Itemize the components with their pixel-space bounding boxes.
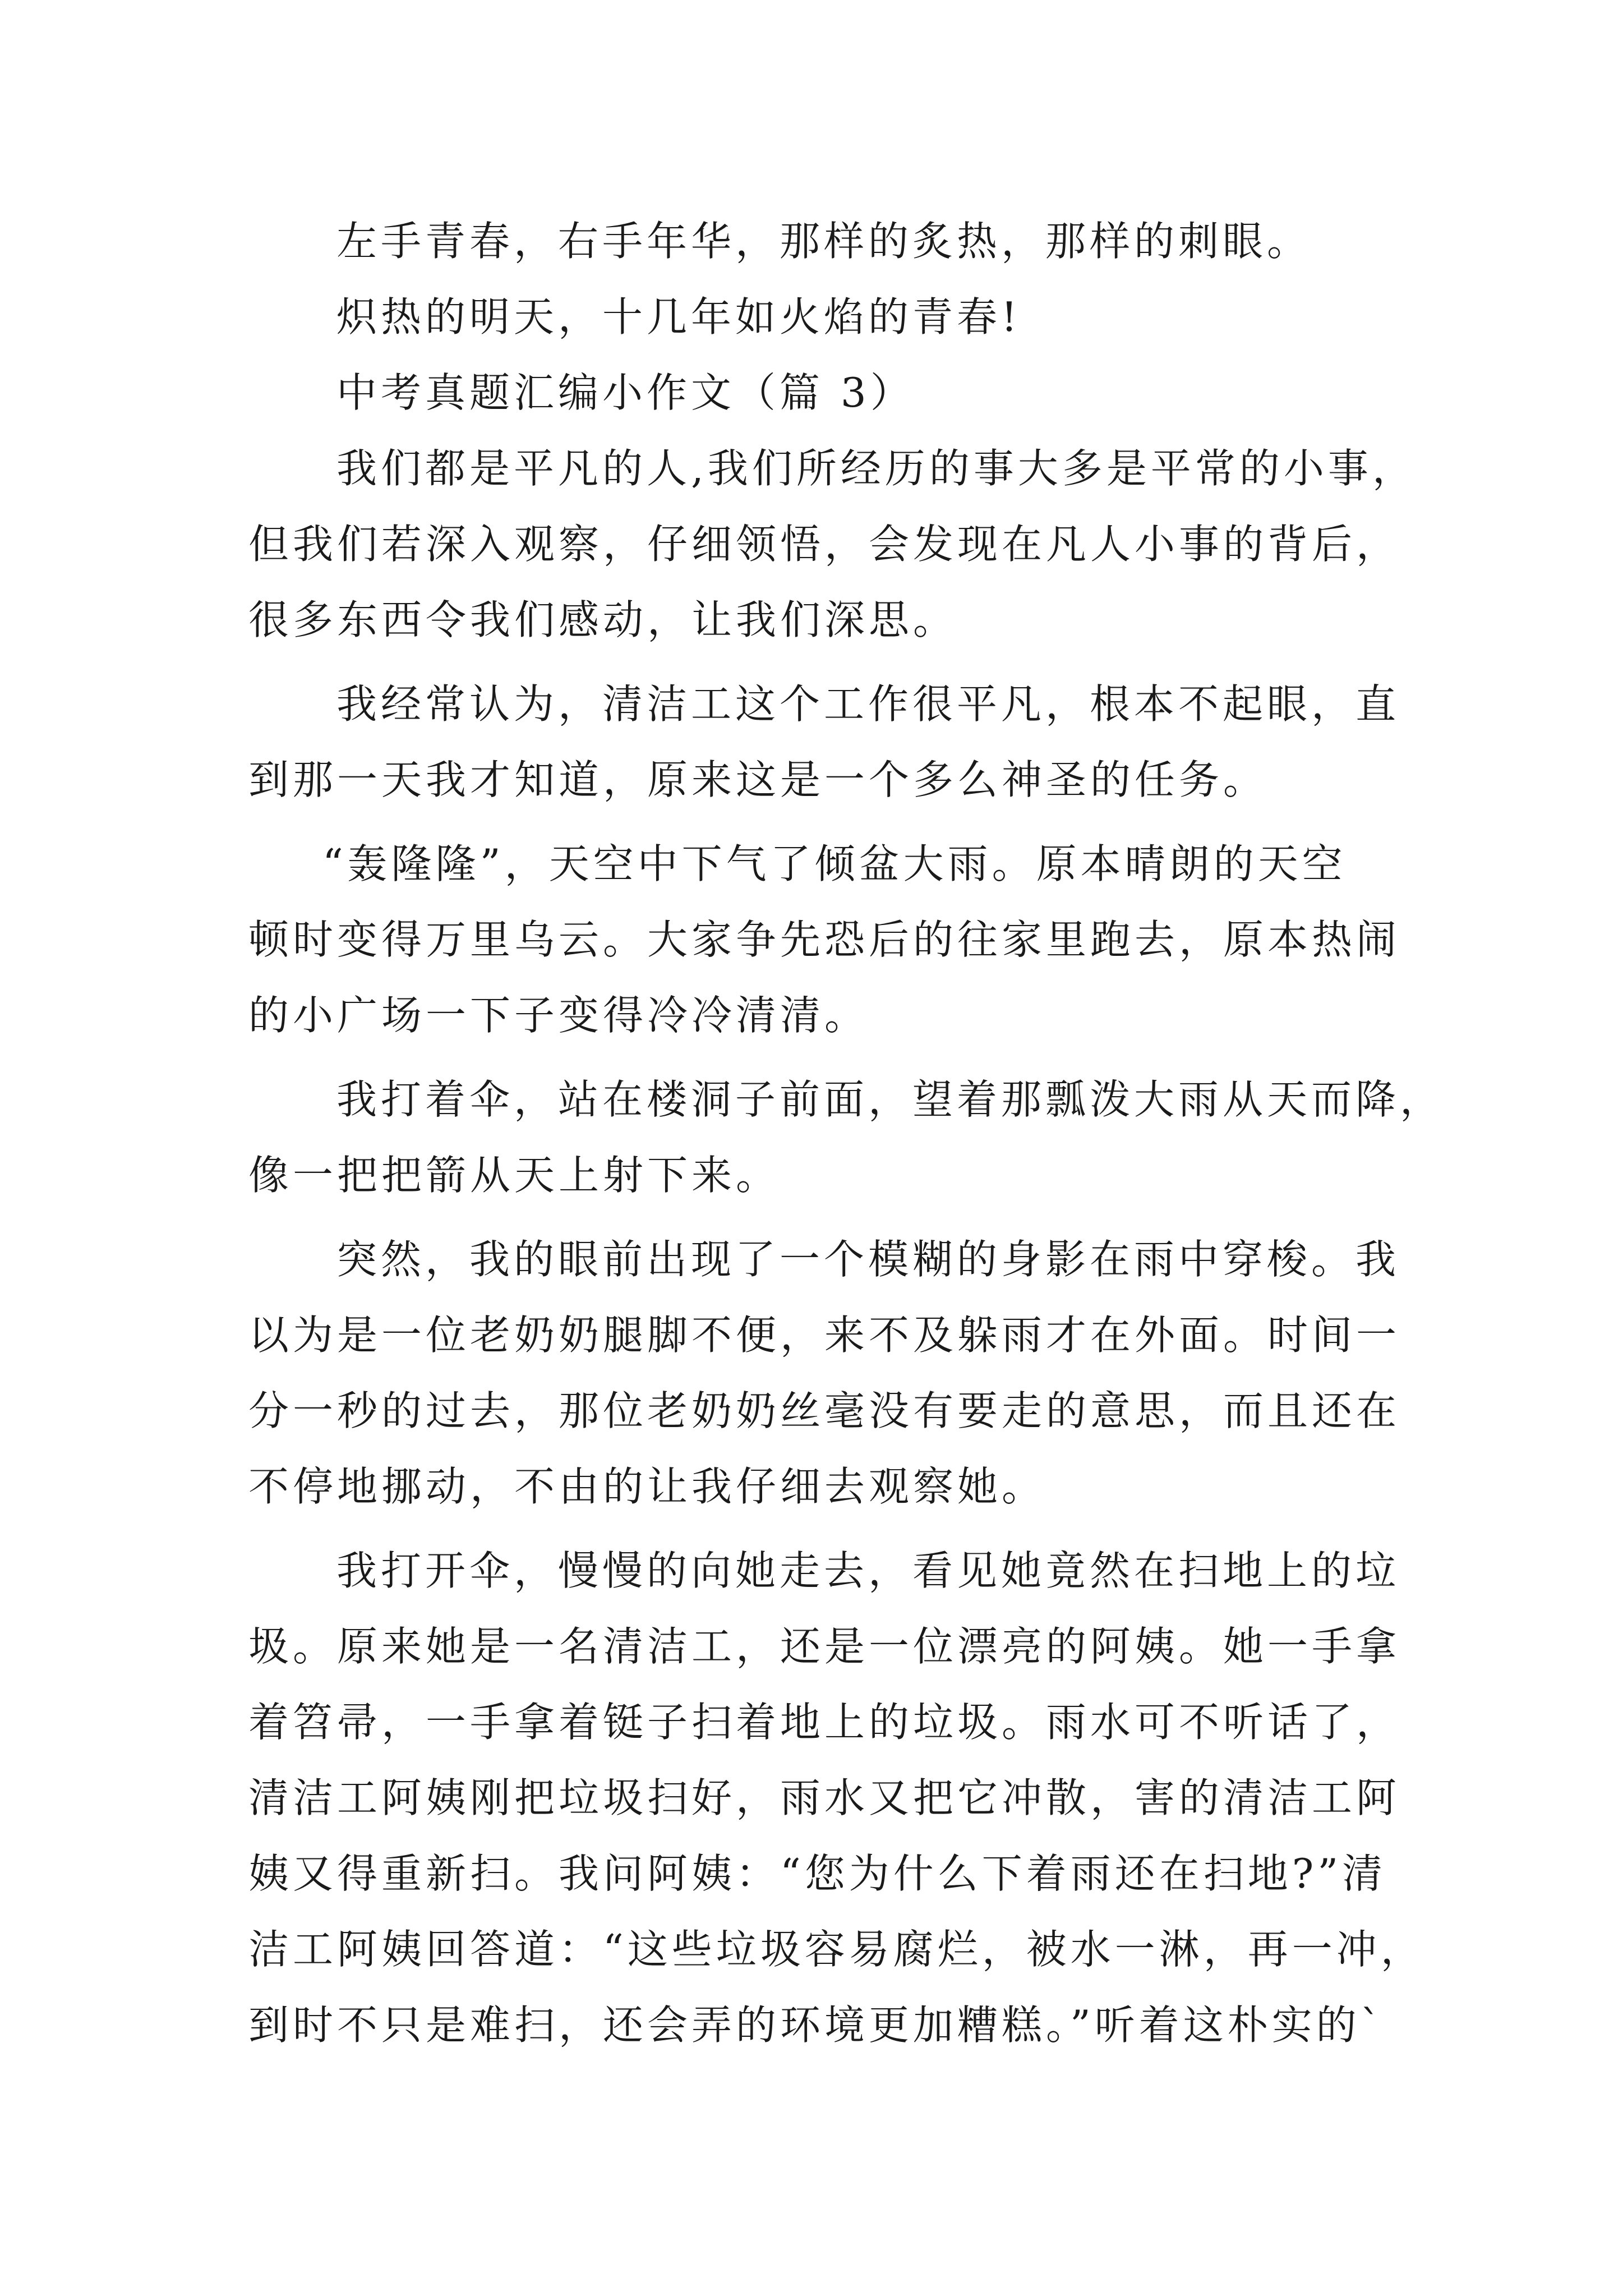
text-line: 不停地挪动，不由的让我仔细去观察她。 (248, 1463, 1046, 1510)
text-line: 我打开伞，慢慢的向她走去，看见她竟然在扫地上的垃 (336, 1547, 1400, 1594)
text-line: 以为是一位老奶奶腿脚不便，来不及躲雨才在外面。时间一 (248, 1312, 1401, 1359)
text-line: 到时不只是难扫，还会弄的环境更加糟糕。”听着这朴实的` (248, 2001, 1385, 2049)
text-line: 我打着伞，站在楼洞子前面，望着那瓢泼大雨从天而降， (336, 1076, 1445, 1123)
text-line: 左手青春，右手年华，那样的炙热，那样的刺眼。 (336, 218, 1312, 265)
text-line: 到那一天我才知道，原来这是一个多么神圣的任务。 (248, 756, 1268, 803)
text-line: 我们都是平凡的人,我们所经历的事大多是平常的小事， (336, 445, 1417, 492)
text-line: 清洁工阿姨刚把垃圾扫好，雨水又把它冲散，害的清洁工阿 (248, 1774, 1401, 1821)
text-line: “轰隆隆”，天空中下气了倾盆大雨。原本晴朗的天空 (322, 840, 1347, 887)
text-line: 顿时变得万里乌云。大家争先恐后的往家里跑去，原本热闹 (248, 916, 1401, 963)
text-line: 分一秒的过去，那位老奶奶丝毫没有要走的意思，而且还在 (248, 1387, 1401, 1434)
section-heading: 中考真题汇编小作文（篇 3） (336, 369, 915, 416)
text-line: 像一把把箭从天上射下来。 (248, 1152, 781, 1199)
text-line: 的小广场一下子变得冷冷清清。 (248, 992, 869, 1039)
text-line: 但我们若深入观察，仔细领悟，会发现在凡人小事的背后， (248, 521, 1401, 568)
text-line: 突然，我的眼前出现了一个模糊的身影在雨中穿梭。我 (336, 1236, 1400, 1283)
text-line: 炽热的明天，十几年如火焰的青春! (336, 293, 1021, 341)
text-line: 洁工阿姨回答道：“这些垃圾容易腐烂，被水一淋，再一冲， (248, 1926, 1425, 1973)
text-line: 姨又得重新扫。我问阿姨：“您为什么下着雨还在扫地?”清 (248, 1850, 1387, 1897)
text-line: 我经常认为，清洁工这个工作很平凡，根本不起眼，直 (336, 680, 1400, 728)
text-line: 圾。原来她是一名清洁工，还是一位漂亮的阿姨。她一手拿 (248, 1623, 1401, 1670)
text-line: 着笤帚，一手拿着铤子扫着地上的垃圾。雨水可不听话了， (248, 1699, 1401, 1746)
text-line: 很多东西令我们感动，让我们深思。 (248, 596, 958, 643)
